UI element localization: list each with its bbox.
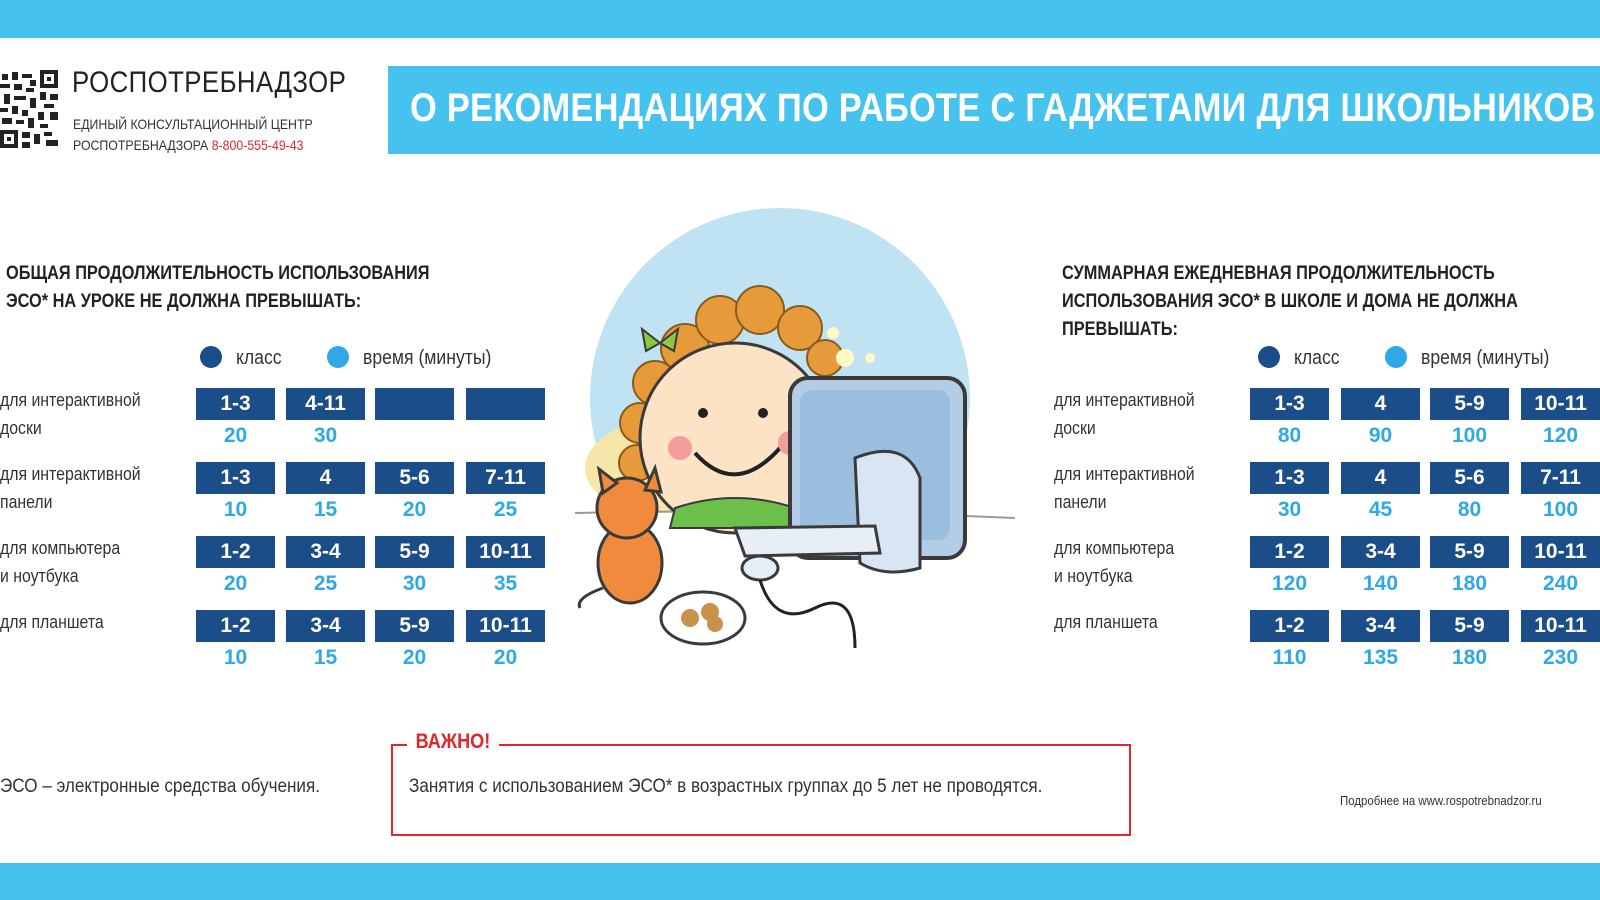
grade-cell: 1-3 xyxy=(1250,462,1329,494)
grade-cell: 4-11 xyxy=(286,388,365,420)
minutes-value: 20 xyxy=(223,572,248,595)
grade-cell: 7-11 xyxy=(466,462,545,494)
brand-subtitle-line1: ЕДИНЫЙ КОНСУЛЬТАЦИОННЫЙ ЦЕНТР xyxy=(73,116,313,132)
grade-cell: 1-2 xyxy=(1250,536,1329,568)
row-label: для интерактивной доски xyxy=(1054,390,1195,438)
minutes-value: 25 xyxy=(313,572,338,595)
minutes-value: 20 xyxy=(402,498,427,521)
minutes-value: 120 xyxy=(1271,572,1308,595)
right-heading-line1: СУММАРНАЯ ЕЖЕДНЕВНАЯ ПРОДОЛЖИТЕЛЬНОСТЬ xyxy=(1062,263,1495,284)
grade-cell xyxy=(466,388,545,420)
top-band xyxy=(0,0,1600,38)
grade-cell: 5-9 xyxy=(1430,610,1509,642)
class-legend-dot xyxy=(200,346,222,368)
minutes-value: 35 xyxy=(493,572,518,595)
minutes-value: 135 xyxy=(1362,646,1399,669)
minutes-value: 30 xyxy=(313,424,338,447)
minutes-value: 15 xyxy=(313,646,338,669)
grade-cell: 1-3 xyxy=(1250,388,1329,420)
grade-cell: 1-2 xyxy=(1250,610,1329,642)
grade-cell: 10-11 xyxy=(466,610,545,642)
minutes-value: 180 xyxy=(1451,572,1488,595)
class-legend-label: класс xyxy=(1294,347,1340,369)
important-text: Занятия с использованием ЭСО* в возрастных группах до 5 лет не проводятся. xyxy=(409,776,1043,797)
grade-cell: 3-4 xyxy=(286,610,365,642)
grade-cell: 4 xyxy=(286,462,365,494)
right-legend xyxy=(1258,346,1567,370)
class-legend-label: класс xyxy=(236,347,282,369)
left-heading-line2: ЭСО* НА УРОКЕ НЕ ДОЛЖНА ПРЕВЫШАТЬ: xyxy=(6,291,362,312)
brand-name: РОСПОТРЕБНАДЗОР xyxy=(72,66,347,99)
minutes-value: 140 xyxy=(1362,572,1399,595)
grade-cell: 5-6 xyxy=(1430,462,1509,494)
minutes-value: 10 xyxy=(223,646,248,669)
right-heading-line2: ИСПОЛЬЗОВАНИЯ ЭСО* В ШКОЛЕ И ДОМА НЕ ДОЛЖНА xyxy=(1062,291,1518,312)
minutes-value: 30 xyxy=(1277,498,1302,521)
left-heading xyxy=(6,260,429,316)
row-label: для интерактивной панели xyxy=(1054,464,1195,512)
minutes-value xyxy=(466,421,545,451)
row-label: для интерактивной доски xyxy=(0,390,141,438)
time-legend-dot xyxy=(327,346,349,368)
bottom-band xyxy=(0,863,1600,900)
minutes-value: 90 xyxy=(1368,424,1393,447)
minutes-value: 80 xyxy=(1277,424,1302,447)
minutes-value xyxy=(375,421,454,451)
minutes-value: 230 xyxy=(1542,646,1579,669)
minutes-value: 100 xyxy=(1542,498,1579,521)
grade-cell: 1-2 xyxy=(196,536,275,568)
grade-cell xyxy=(375,388,454,420)
grade-cell: 5-9 xyxy=(375,610,454,642)
row-label: для интерактивной панели xyxy=(0,464,141,512)
grade-cell: 1-2 xyxy=(196,610,275,642)
eso-footnote: ЭСО – электронные средства обучения. xyxy=(0,776,320,797)
left-legend xyxy=(200,346,509,370)
grade-cell: 5-6 xyxy=(375,462,454,494)
minutes-value: 120 xyxy=(1542,424,1579,447)
grade-cell: 4 xyxy=(1341,388,1420,420)
class-legend-dot xyxy=(1258,346,1280,368)
row-label: для планшета xyxy=(1054,612,1158,632)
grade-cell: 7-11 xyxy=(1521,462,1600,494)
row-label: для компьютера и ноутбука xyxy=(0,538,121,586)
minutes-value: 20 xyxy=(223,424,248,447)
time-legend-label: время (минуты) xyxy=(1420,347,1550,369)
minutes-value: 45 xyxy=(1368,498,1393,521)
time-legend-label: время (минуты) xyxy=(362,347,492,369)
grade-cell: 10-11 xyxy=(1521,610,1600,642)
grade-cell: 1-3 xyxy=(196,462,275,494)
child-at-computer-illustration xyxy=(575,208,1015,658)
minutes-value: 25 xyxy=(493,498,518,521)
minutes-value: 15 xyxy=(313,498,338,521)
time-legend-dot xyxy=(1385,346,1407,368)
minutes-value: 20 xyxy=(493,646,518,669)
minutes-value: 30 xyxy=(402,572,427,595)
minutes-value: 10 xyxy=(223,498,248,521)
grade-cell: 10-11 xyxy=(1521,388,1600,420)
minutes-value: 20 xyxy=(402,646,427,669)
title-banner xyxy=(388,66,1600,154)
important-title: ВАЖНО! xyxy=(407,730,499,754)
row-label: для планшета xyxy=(0,612,104,632)
left-heading-line1: ОБЩАЯ ПРОДОЛЖИТЕЛЬНОСТЬ ИСПОЛЬЗОВАНИЯ xyxy=(6,263,430,284)
grade-cell: 10-11 xyxy=(466,536,545,568)
grade-cell: 5-9 xyxy=(375,536,454,568)
minutes-value: 180 xyxy=(1451,646,1488,669)
grade-cell: 3-4 xyxy=(1341,610,1420,642)
minutes-value: 100 xyxy=(1451,424,1488,447)
grade-cell: 1-3 xyxy=(196,388,275,420)
important-notice xyxy=(391,730,1131,836)
right-heading xyxy=(1062,260,1518,344)
brand-subtitle-line2: РОСПОТРЕБНАДЗОРА xyxy=(73,137,209,153)
more-info-link[interactable]: Подробнее на www.rospotrebnadzor.ru xyxy=(1340,793,1542,808)
grade-cell: 3-4 xyxy=(1341,536,1420,568)
hotline-phone: 8-800-555-49-43 xyxy=(211,137,304,153)
minutes-value: 240 xyxy=(1542,572,1579,595)
grade-cell: 3-4 xyxy=(286,536,365,568)
minutes-value: 80 xyxy=(1457,498,1482,521)
right-heading-line3: ПРЕВЫШАТЬ: xyxy=(1062,319,1178,340)
qr-code-icon xyxy=(0,70,58,150)
grade-cell: 10-11 xyxy=(1521,536,1600,568)
minutes-value: 110 xyxy=(1272,646,1307,669)
page-title: О РЕКОМЕНДАЦИЯХ ПО РАБОТЕ С ГАДЖЕТАМИ ДЛЯ ШКОЛЬНИКОВ xyxy=(410,86,1596,130)
grade-cell: 5-9 xyxy=(1430,388,1509,420)
grade-cell: 5-9 xyxy=(1430,536,1509,568)
brand-subtitle xyxy=(73,114,313,156)
row-label: для компьютера и ноутбука xyxy=(1054,538,1175,586)
grade-cell: 4 xyxy=(1341,462,1420,494)
